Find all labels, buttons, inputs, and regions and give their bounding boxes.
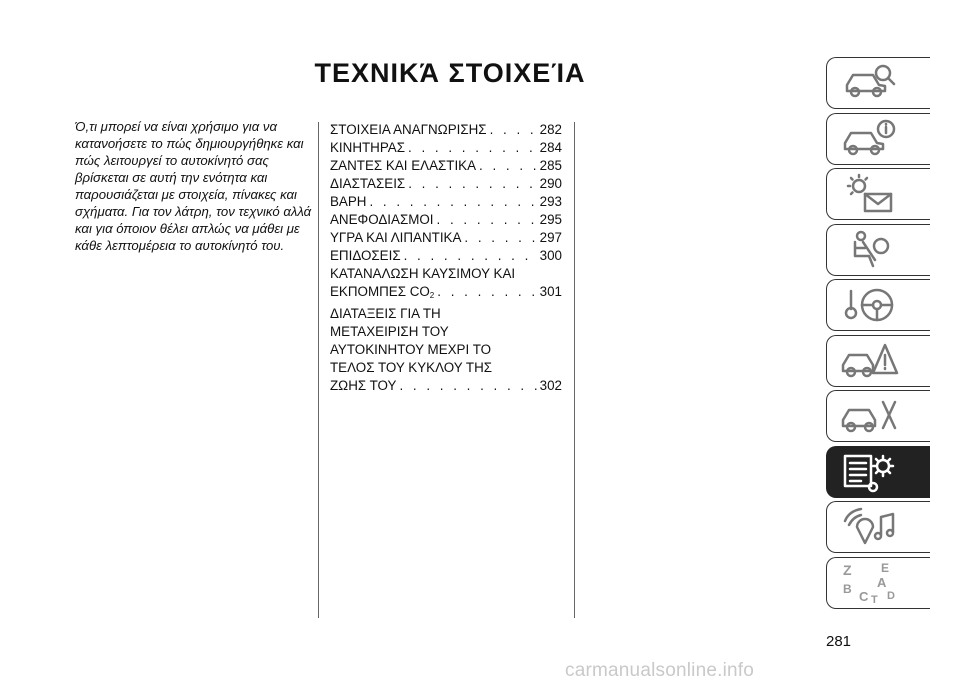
- page-number: 281: [826, 633, 852, 650]
- toc-item-refuelling[interactable]: ΑΝΕΦΟΔΙΑΣΜΟΙ . . . 295: [330, 211, 562, 229]
- column-divider-left: [318, 122, 319, 618]
- technical-data-icon: [839, 450, 899, 494]
- column-divider-right: [574, 122, 575, 618]
- toc-item-performance[interactable]: ΕΠΙΔΟΣΕΙΣ . . . 300: [330, 247, 562, 265]
- svg-text:D: D: [887, 589, 895, 602]
- tab-starting-driving[interactable]: [826, 279, 930, 331]
- svg-text:T: T: [871, 593, 878, 605]
- tab-car-search[interactable]: [826, 57, 930, 109]
- warning-light-message-icon: [839, 172, 899, 216]
- car-maintenance-icon: [839, 394, 899, 438]
- toc-item-fuel-consumption-emissions[interactable]: ΚΑΤΑΝΑΛΩΣΗ ΚΑΥΣΙΜΟΥ ΚΑΙ ΕΚΠΟΜΠΕΣ $CO_2$ . . . 301: [330, 265, 562, 305]
- seat-airbag-icon: [839, 228, 899, 272]
- toc-item-identification[interactable]: ΣΤΟΙΧΕΙΑ ΑΝΑΓΝΩΡΙΣΗΣ . . . 282: [330, 121, 562, 139]
- tab-index[interactable]: [826, 557, 930, 609]
- car-search-icon: [839, 61, 899, 105]
- svg-text:A: A: [877, 574, 887, 590]
- svg-text:B: B: [843, 581, 852, 596]
- toc-item-weights[interactable]: ΒΑΡΗ . . . 293: [330, 193, 562, 211]
- svg-text:E: E: [881, 560, 890, 575]
- tab-maintenance[interactable]: [826, 390, 930, 442]
- car-info-icon: [839, 117, 899, 161]
- toc-item-end-of-life[interactable]: ΔΙΑΤΑΞΕΙΣ ΓΙΑ ΤΗ ΜΕΤΑΧΕΙΡΙΣΗ ΤΟΥ ΑΥΤΟΚΙΝΗΤΟΥ ΜΕΧΡΙ ΤΟ ΤΕΛΟΣ ΤΟΥ ΚΥΚΛΟΥ ΤΗΣ ΖΩΗΣ ΤΟΥ . . . 302: [330, 305, 562, 395]
- car-emergency-icon: [839, 339, 899, 383]
- tab-safety[interactable]: [826, 224, 930, 276]
- tab-multimedia[interactable]: [826, 501, 930, 553]
- table-of-contents: [330, 121, 562, 395]
- tab-emergency[interactable]: [826, 335, 930, 387]
- tab-technical-data[interactable]: [826, 446, 930, 498]
- toc-item-engine[interactable]: ΚΙΝΗΤΗΡΑΣ . . . 284: [330, 139, 562, 157]
- page-title: ΤΕΧΝΙΚΆ ΣΤΟΙΧΕΊΑ: [314, 58, 586, 88]
- tab-car-info[interactable]: [826, 113, 930, 165]
- svg-text:Z: Z: [843, 561, 852, 578]
- toc-item-dimensions[interactable]: ΔΙΑΣΤΑΣΕΙΣ . . . 290: [330, 175, 562, 193]
- section-tabs: [826, 57, 930, 612]
- multimedia-icon: [839, 505, 899, 549]
- toc-item-wheels-tyres[interactable]: ΖΑΝΤΕΣ ΚΑΙ ΕΛΑΣΤΙΚΑ . . . 285: [330, 157, 562, 175]
- tab-warning-lights[interactable]: [826, 168, 930, 220]
- intro-paragraph: Ό,τι μπορεί να είναι χρήσιμο για να κατανοήσετε το πώς δημιουργήθηκε και πώς λειτουργεί το αυτοκίνητό σας βρίσκεται σε αυτή την ενότητα και παρουσιάζεται με στοιχεία, πίνακες και σχήματα. Για τον λάτρη, τον τεχνικό αλλά και για όποιον θέλει απλώς να μάθει με κάθε λεπτομέρεια το αυτοκίνητό του.: [75, 119, 312, 253]
- steering-key-icon: [839, 283, 899, 327]
- toc-item-fluids-lubricants[interactable]: ΥΓΡΑ ΚΑΙ ΛΙΠΑΝΤΙΚΑ . . . 297: [330, 229, 562, 247]
- svg-text:C: C: [859, 588, 869, 604]
- index-letters-icon: [839, 561, 899, 605]
- watermark: carmanualsonline.info: [565, 660, 755, 681]
